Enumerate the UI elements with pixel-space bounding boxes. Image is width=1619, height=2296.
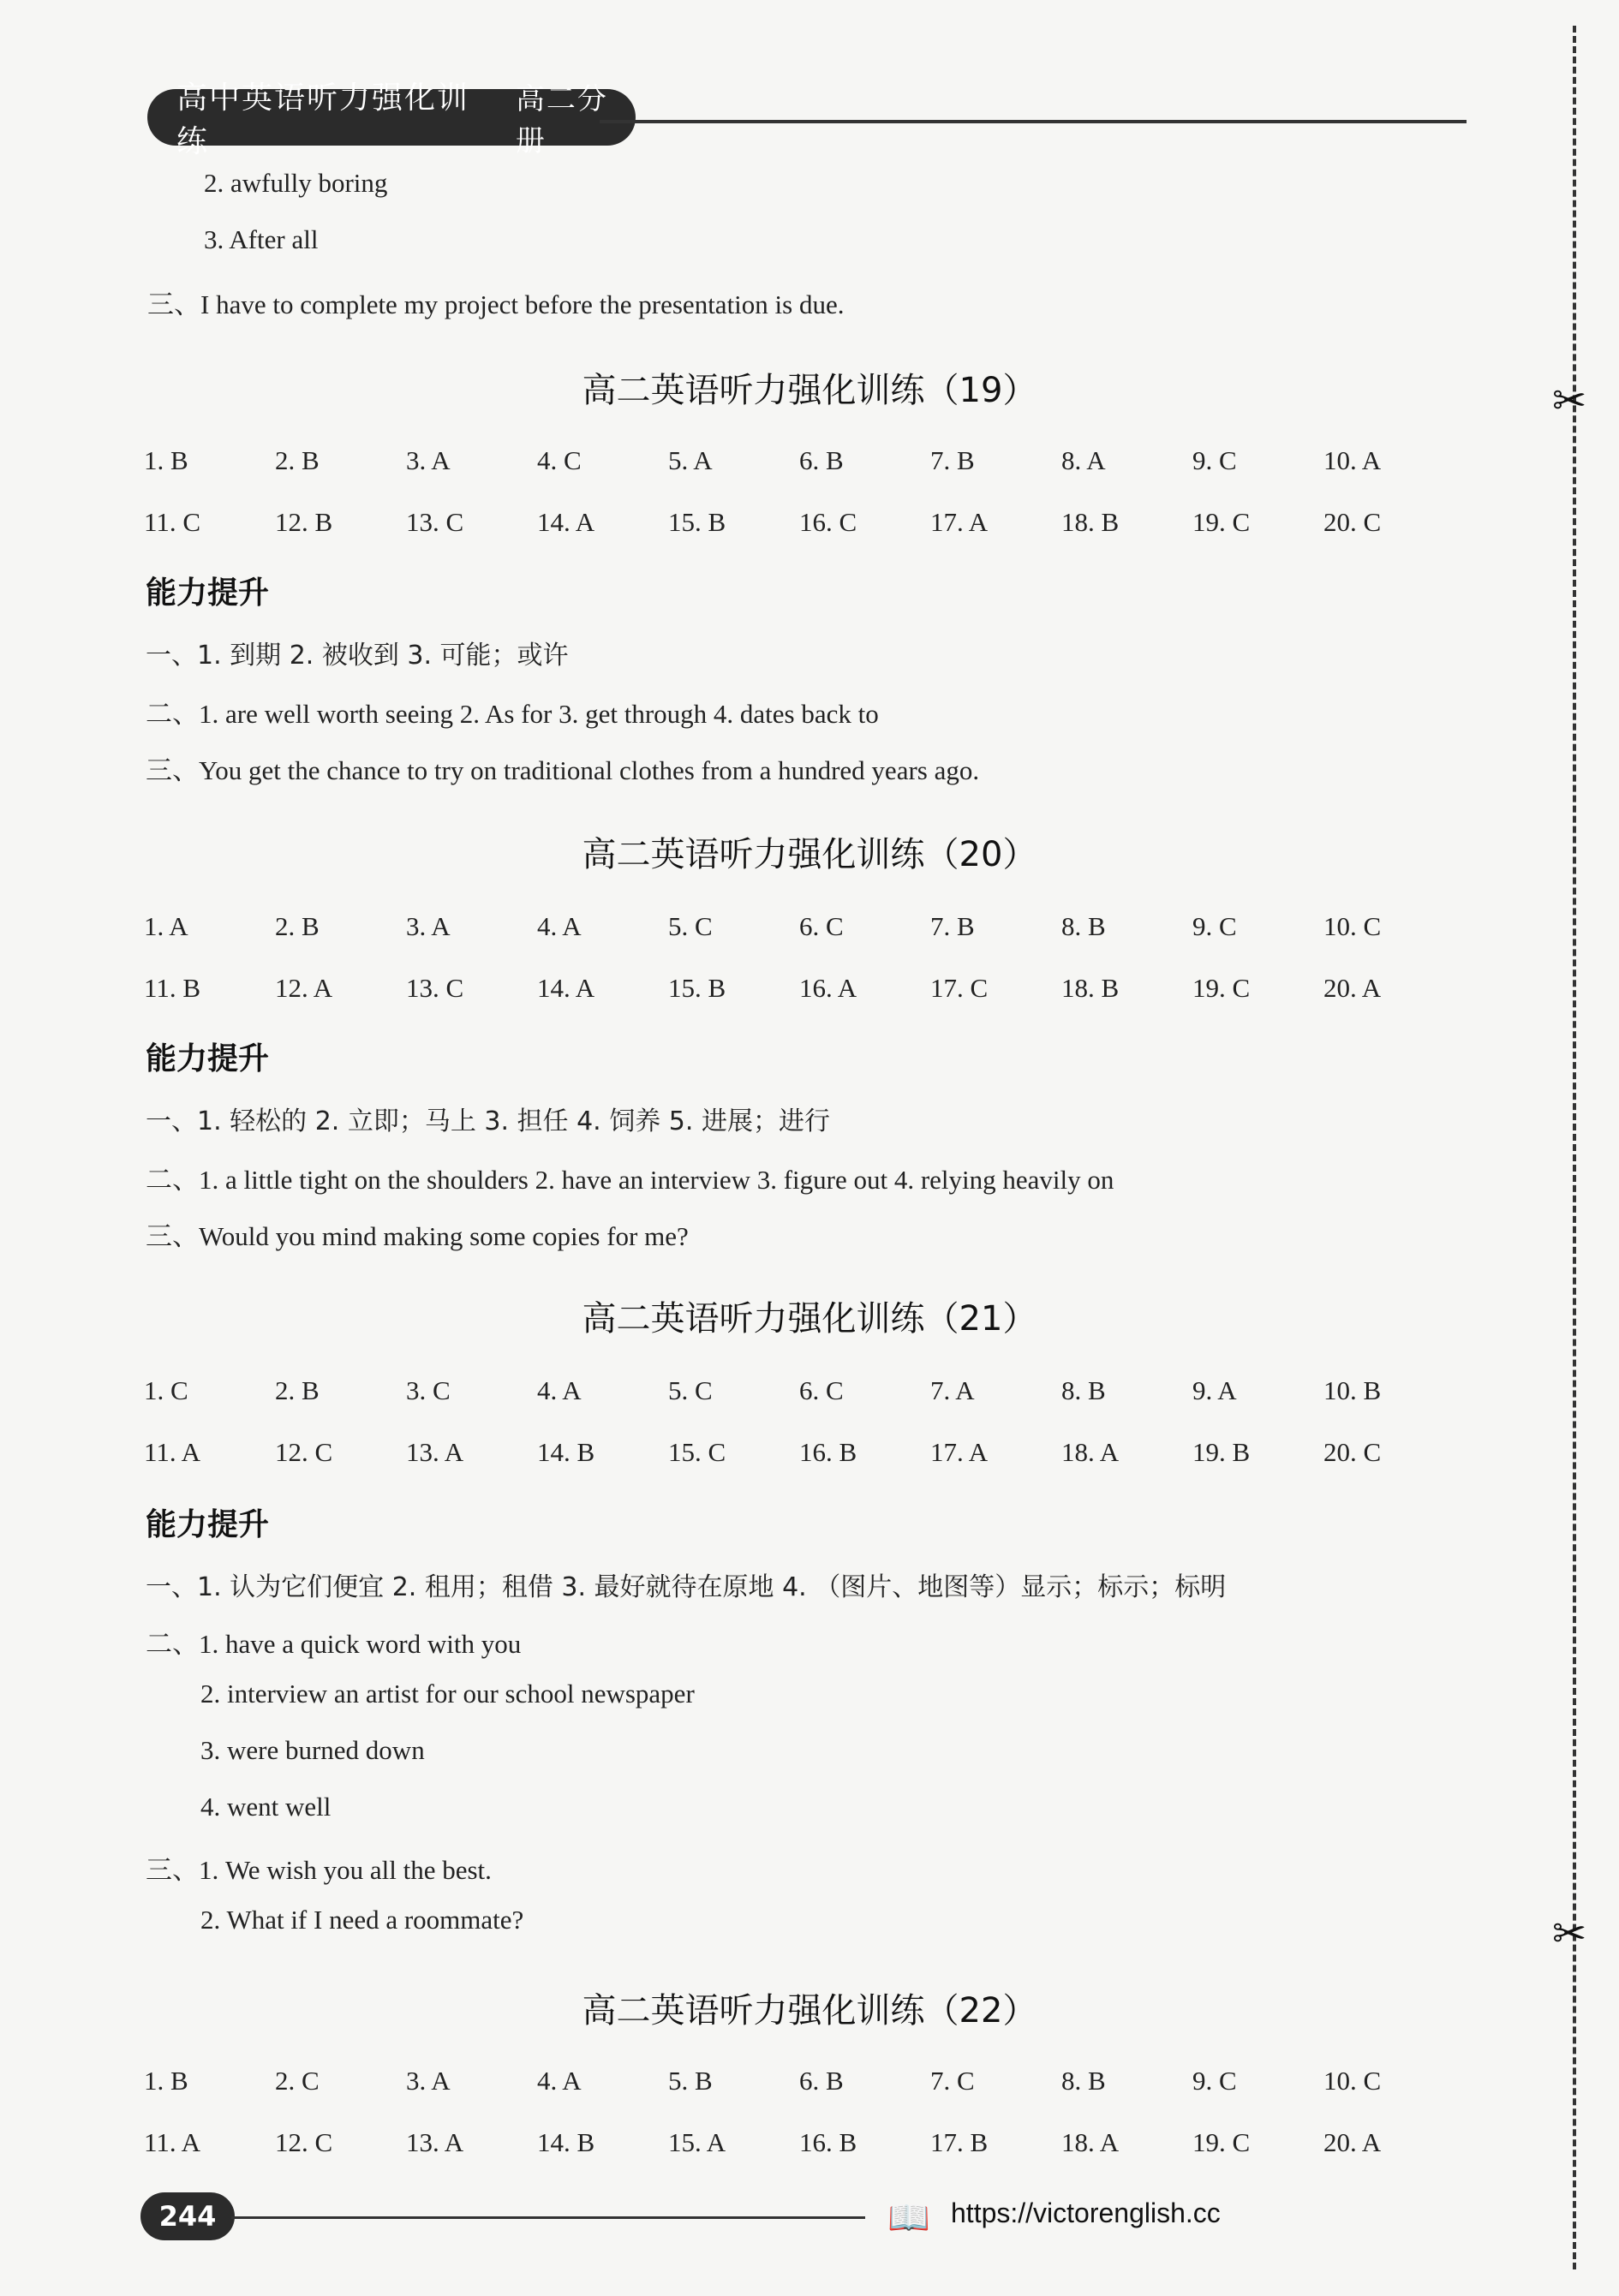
header-rule — [600, 120, 1467, 123]
scissors-icon: ✂ — [1552, 1910, 1587, 1958]
answer-item: 15. C — [668, 1437, 726, 1467]
answer-item: 11. C — [144, 507, 201, 537]
page-number: 244 — [140, 2192, 235, 2240]
section-21-line-4: 3. were burned down — [200, 1735, 425, 1765]
answer-item: 12. C — [275, 1437, 333, 1467]
answer-item: 20. C — [1323, 507, 1382, 537]
answer-item: 13. C — [406, 507, 464, 537]
answer-item: 1. C — [144, 1375, 188, 1405]
answer-item: 10. B — [1323, 1375, 1382, 1405]
answer-item: 5. C — [668, 1375, 713, 1405]
answer-item: 14. A — [537, 507, 595, 537]
answer-item: 6. C — [799, 911, 844, 941]
answer-item: 9. C — [1192, 445, 1237, 475]
answer-item: 16. B — [799, 2127, 857, 2157]
answer-item: 3. A — [406, 911, 451, 941]
answer-item: 2. B — [275, 911, 320, 941]
answer-item: 14. B — [537, 2127, 595, 2157]
answer-item: 6. C — [799, 1375, 844, 1405]
answer-item: 8. B — [1061, 1375, 1106, 1405]
answer-item: 17. A — [930, 507, 989, 537]
section-21-line-1: 一、1. 认为它们便宜 2. 租用；租借 3. 最好就待在原地 4. （图片、地图等）显示；标示；标明 — [146, 1572, 1227, 1602]
section-20-heading: 高二英语听力强化训练（20） — [582, 835, 1037, 874]
answer-item: 17. B — [930, 2127, 989, 2157]
book-icon: 📖 — [887, 2198, 930, 2238]
answer-item: 20. C — [1323, 1437, 1382, 1467]
answer-item: 10. C — [1323, 911, 1382, 941]
section-20-line-2: 二、1. a little tight on the shoulders 2. have an interview 3. figure out 4. relying heavily on — [146, 1165, 1114, 1195]
answer-item: 10. A — [1323, 445, 1382, 475]
answer-item: 2. B — [275, 445, 320, 475]
answer-item: 7. C — [930, 2066, 975, 2096]
section-21-line-5: 4. went well — [200, 1792, 332, 1822]
scissors-icon: ✂ — [1552, 377, 1587, 425]
answer-item: 6. B — [799, 2066, 844, 2096]
header-banner — [147, 81, 636, 159]
section-22-heading: 高二英语听力强化训练（22） — [582, 1991, 1037, 2031]
section-20-line-1: 一、1. 轻松的 2. 立即；马上 3. 担任 4. 饲养 5. 进展；进行 — [146, 1106, 830, 1136]
answer-item: 4. C — [537, 445, 582, 475]
answer-item: 8. A — [1061, 445, 1106, 475]
answer-item: 7. B — [930, 911, 975, 941]
section-19-line-1: 一、1. 到期 2. 被收到 3. 可能；或许 — [146, 641, 569, 671]
answer-item: 15. A — [668, 2127, 726, 2157]
answer-item: 19. C — [1192, 507, 1251, 537]
book-title: 高中英语听力强化训练 — [176, 81, 470, 159]
answer-item: 18. A — [1061, 1437, 1120, 1467]
section-19-heading: 高二英语听力强化训练（19） — [582, 371, 1037, 410]
answer-item: 18. B — [1061, 973, 1120, 1003]
answer-item: 6. B — [799, 445, 844, 475]
answer-item: 8. B — [1061, 911, 1106, 941]
answer-item: 9. A — [1192, 1375, 1237, 1405]
answer-item: 5. B — [668, 2066, 713, 2096]
answer-item: 5. C — [668, 911, 713, 941]
section-19-line-2: 二、1. are well worth seeing 2. As for 3. get through 4. dates back to — [146, 699, 879, 729]
answer-item: 19. C — [1192, 2127, 1251, 2157]
top-line-3: 三、I have to complete my project before the presentation is due. — [147, 289, 845, 319]
answer-item: 13. C — [406, 973, 464, 1003]
answer-item: 12. C — [275, 2127, 333, 2157]
top-line-2: 3. After all — [204, 224, 319, 254]
footer-rule — [231, 2216, 865, 2219]
answer-item: 13. A — [406, 1437, 464, 1467]
answer-item: 13. A — [406, 2127, 464, 2157]
answer-item: 15. B — [668, 973, 726, 1003]
section-21-line-7: 2. What if I need a roommate? — [200, 1905, 524, 1935]
answer-item: 17. C — [930, 973, 989, 1003]
answer-item: 15. B — [668, 507, 726, 537]
answer-item: 12. A — [275, 973, 333, 1003]
answer-item: 1. B — [144, 2066, 188, 2096]
answer-item: 18. A — [1061, 2127, 1120, 2157]
answer-item: 8. B — [1061, 2066, 1106, 2096]
section-21-heading: 高二英语听力强化训练（21） — [582, 1299, 1037, 1339]
answer-item: 17. A — [930, 1437, 989, 1467]
answer-item: 2. C — [275, 2066, 320, 2096]
answer-item: 4. A — [537, 2066, 582, 2096]
answer-item: 14. A — [537, 973, 595, 1003]
book-subtitle: 高二分册 — [515, 82, 608, 158]
answer-item: 16. B — [799, 1437, 857, 1467]
answer-item: 4. A — [537, 911, 582, 941]
answer-item: 16. A — [799, 973, 857, 1003]
answer-item: 14. B — [537, 1437, 595, 1467]
section-22-answers — [144, 2066, 1429, 2158]
section-21-line-3: 2. interview an artist for our school newspaper — [200, 1679, 695, 1709]
answer-item: 12. B — [275, 507, 333, 537]
top-line-1: 2. awfully boring — [204, 168, 388, 198]
answer-item: 2. B — [275, 1375, 320, 1405]
section-21-line-2: 二、1. have a quick word with you — [146, 1629, 522, 1659]
section-20-answers — [144, 911, 1429, 1004]
section-20-ability-title: 能力提升 — [146, 1041, 270, 1076]
section-20-line-3: 三、Would you mind making some copies for me? — [146, 1221, 689, 1251]
answer-item: 20. A — [1323, 2127, 1382, 2157]
answer-item: 11. B — [144, 973, 201, 1003]
answer-item: 19. B — [1192, 1437, 1251, 1467]
answer-item: 3. A — [406, 2066, 451, 2096]
answer-item: 20. A — [1323, 973, 1382, 1003]
section-19-answers — [144, 445, 1429, 538]
section-21-line-6: 三、1. We wish you all the best. — [146, 1855, 492, 1885]
section-21-answers — [144, 1375, 1429, 1468]
answer-item: 10. C — [1323, 2066, 1382, 2096]
answer-item: 1. A — [144, 911, 188, 941]
answer-item: 18. B — [1061, 507, 1120, 537]
answer-item: 11. A — [144, 1437, 201, 1467]
answer-item: 9. C — [1192, 911, 1237, 941]
answer-item: 9. C — [1192, 2066, 1237, 2096]
answer-item: 7. A — [930, 1375, 975, 1405]
section-19-ability-title: 能力提升 — [146, 575, 270, 611]
section-21-ability-title: 能力提升 — [146, 1507, 270, 1542]
footer-url[interactable]: https://victorenglish.cc — [951, 2198, 1221, 2228]
answer-item: 3. A — [406, 445, 451, 475]
answer-item: 5. A — [668, 445, 713, 475]
answer-item: 4. A — [537, 1375, 582, 1405]
answer-item: 1. B — [144, 445, 188, 475]
answer-item: 16. C — [799, 507, 857, 537]
answer-item: 7. B — [930, 445, 975, 475]
answer-item: 19. C — [1192, 973, 1251, 1003]
answer-item: 11. A — [144, 2127, 201, 2157]
section-19-line-3: 三、You get the chance to try on traditional clothes from a hundred years ago. — [146, 755, 980, 785]
answer-item: 3. C — [406, 1375, 451, 1405]
